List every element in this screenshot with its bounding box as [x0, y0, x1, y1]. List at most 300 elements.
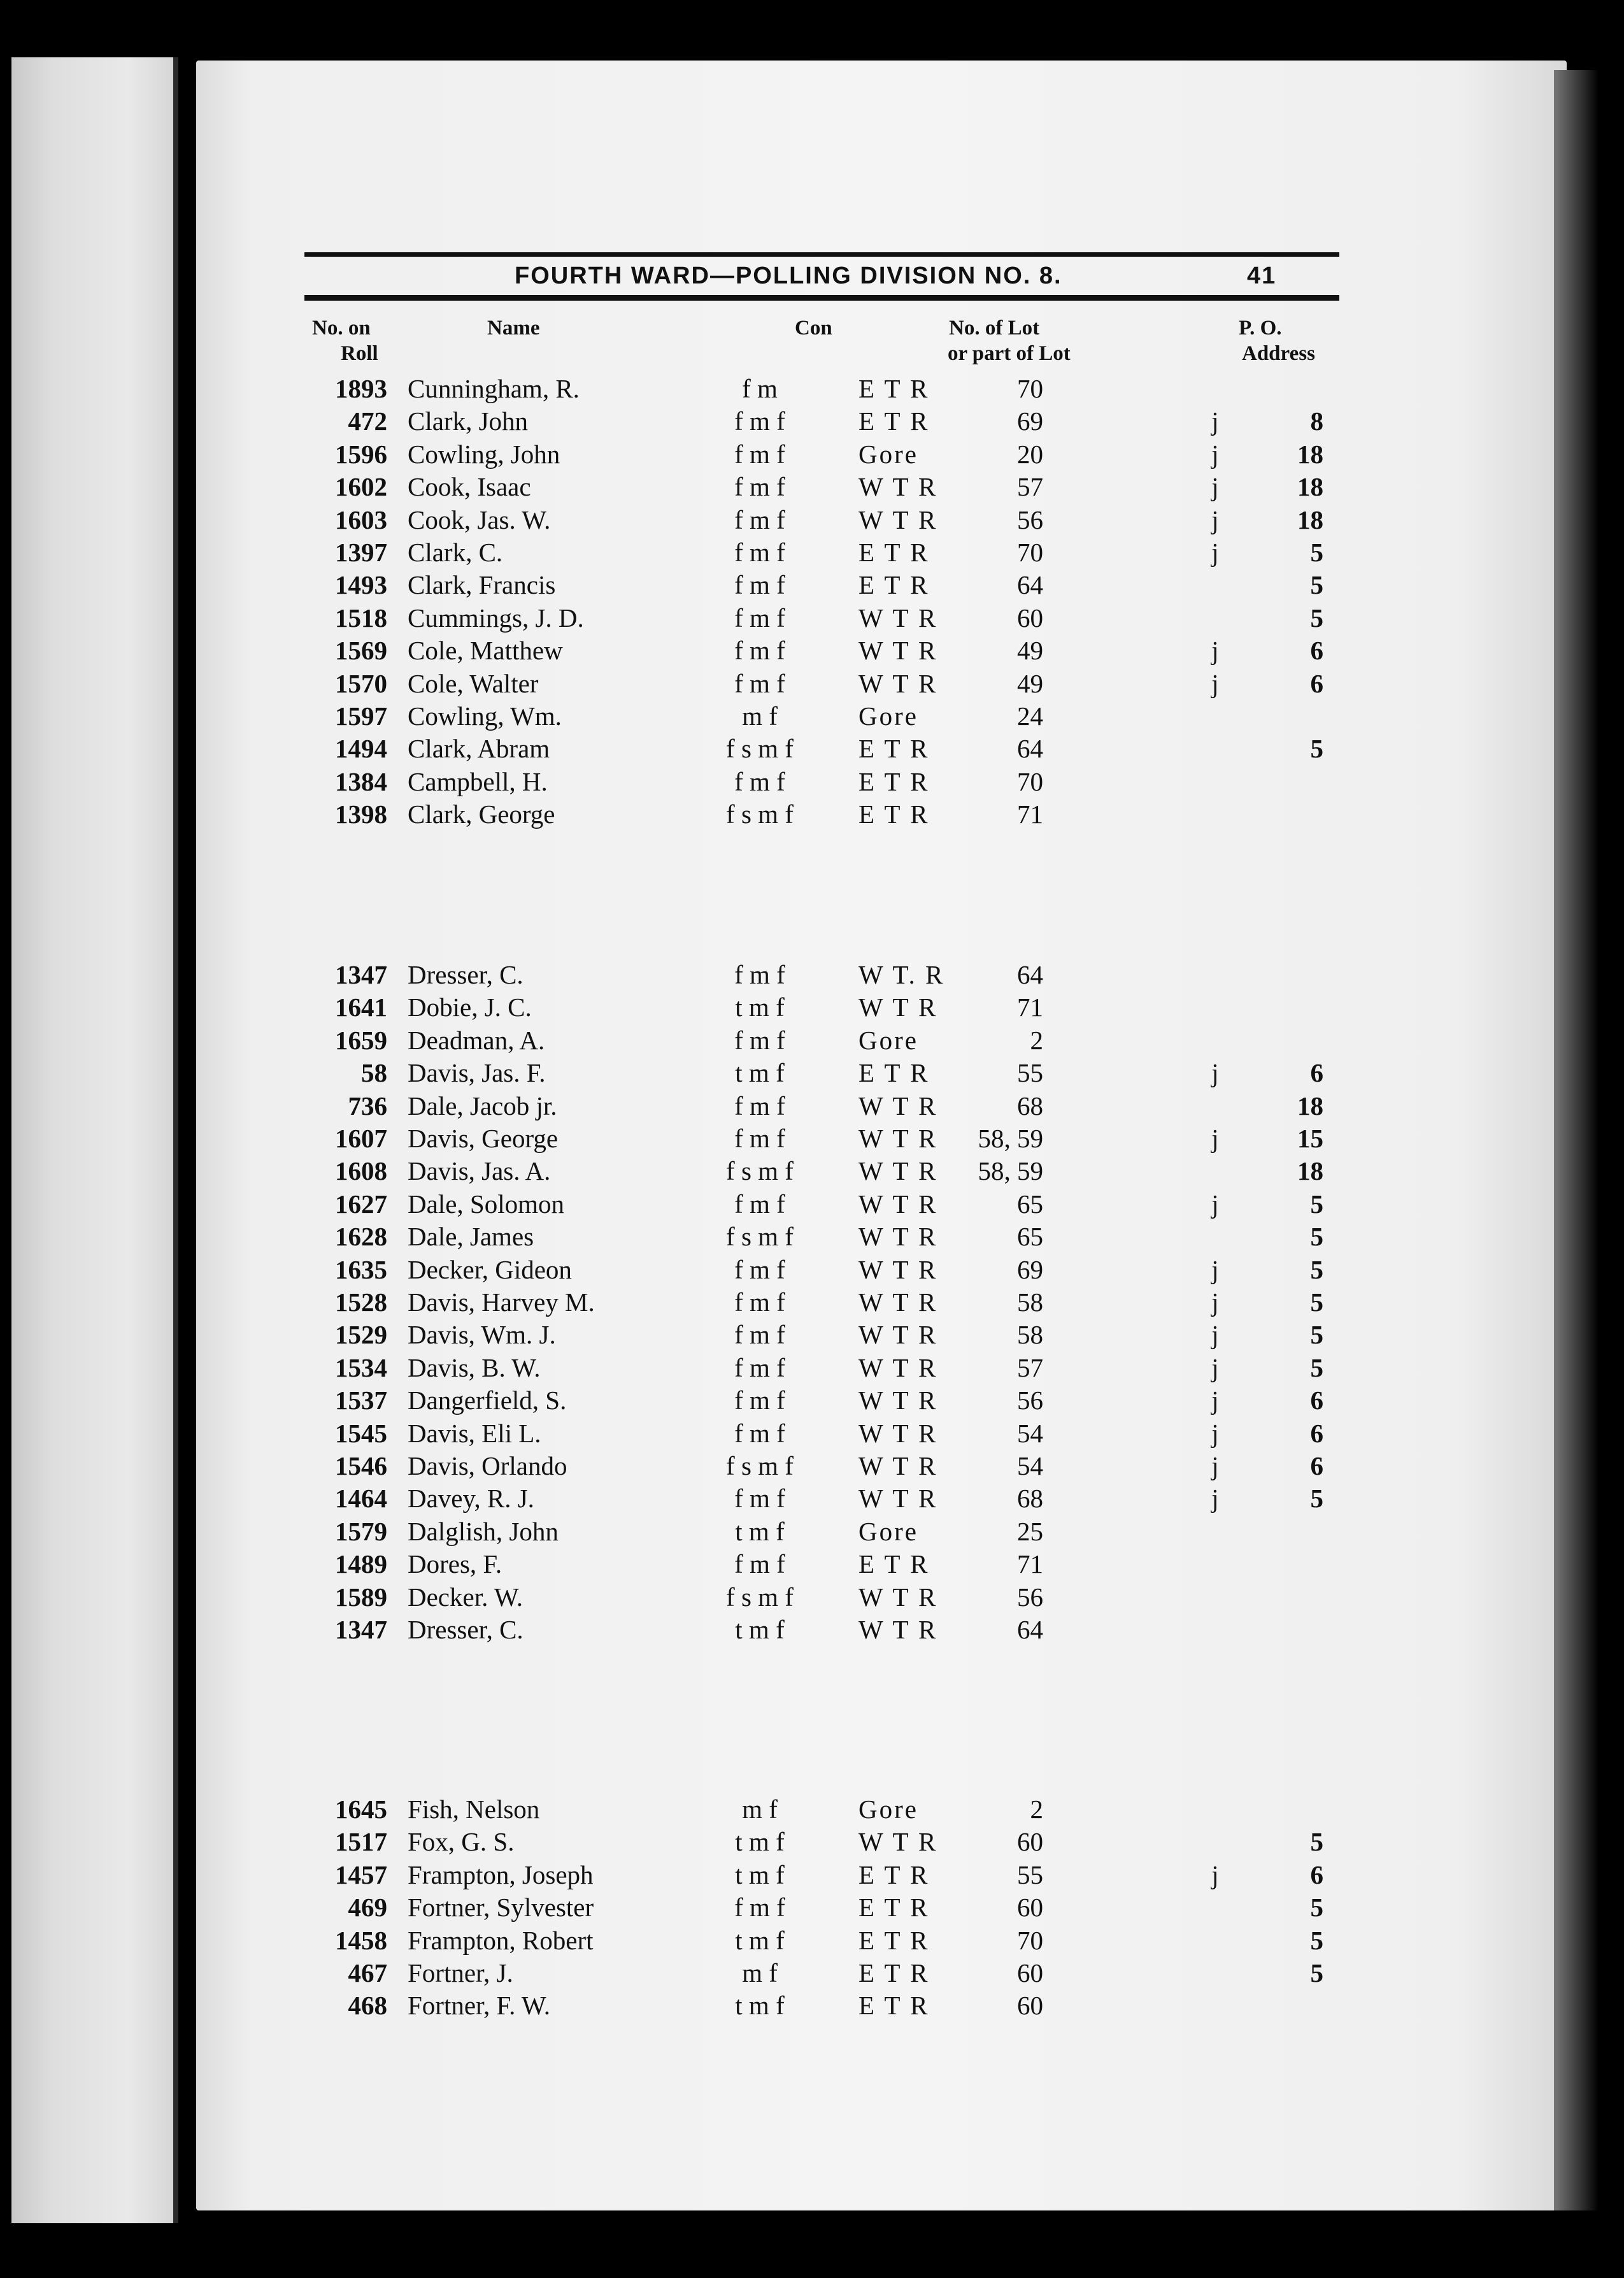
table-row — [304, 438, 1349, 470]
voter-name: Dores, F. — [408, 1549, 502, 1579]
po-address: 6 — [1310, 1451, 1323, 1480]
lot-number: 20 — [1017, 439, 1043, 469]
roll-number: 1596 — [335, 439, 387, 469]
juror-mark: j — [1211, 636, 1219, 666]
roll-number: 1579 — [335, 1516, 387, 1546]
lot-number: 58 — [1017, 1320, 1043, 1350]
qualification: f m — [742, 374, 778, 403]
page-title: FOURTH WARD—POLLING DIVISION NO. 8. — [515, 262, 1062, 289]
table-row — [304, 1254, 1349, 1286]
concession: E T R — [858, 766, 930, 796]
po-address: 6 — [1310, 636, 1323, 666]
table-row — [304, 1221, 1349, 1252]
qualification: t m f — [735, 1991, 785, 2021]
table-row — [304, 1090, 1349, 1122]
concession: E T R — [858, 538, 930, 567]
header-rule-bottom — [304, 295, 1339, 301]
po-address: 5 — [1310, 1958, 1323, 1988]
juror-mark: j — [1211, 1058, 1219, 1088]
po-address: 5 — [1310, 1222, 1323, 1252]
voter-name: Dresser, C. — [408, 1615, 524, 1644]
juror-mark: j — [1211, 1418, 1219, 1448]
concession: E T R — [858, 1859, 930, 1889]
concession: W T R — [858, 1189, 938, 1219]
table-row — [304, 1924, 1349, 1956]
concession: E T R — [858, 1549, 930, 1579]
lot-number: 71 — [1017, 1549, 1043, 1579]
po-address: 5 — [1310, 734, 1323, 764]
roll-number: 58 — [361, 1058, 387, 1088]
table-row — [304, 536, 1349, 568]
juror-mark: j — [1211, 1859, 1219, 1889]
voter-name: Cole, Walter — [408, 668, 539, 698]
juror-mark: j — [1211, 1386, 1219, 1415]
qualification: m f — [742, 1794, 778, 1824]
concession: E T R — [858, 1925, 930, 1955]
adjacent-page-strip — [11, 57, 178, 2223]
lot-number: 64 — [1017, 570, 1043, 600]
voter-name: Deadman, A. — [408, 1025, 545, 1055]
lot-number: 56 — [1017, 1386, 1043, 1415]
po-address: 15 — [1297, 1124, 1323, 1153]
concession: E T R — [858, 734, 930, 764]
roll-number: 1537 — [335, 1386, 387, 1415]
qualification: f m f — [734, 1287, 785, 1317]
lot-number: 71 — [1017, 992, 1043, 1022]
roll-number: 1518 — [335, 603, 387, 633]
qualification: f m f — [734, 766, 785, 796]
voter-name: Cook, Isaac — [408, 472, 531, 502]
qualification: f m f — [734, 668, 785, 698]
lot-number: 25 — [1017, 1516, 1043, 1546]
qualification: f s m f — [726, 1222, 794, 1252]
roll-number: 1398 — [335, 799, 387, 829]
roll-number: 469 — [348, 1893, 387, 1923]
po-address: 6 — [1310, 1058, 1323, 1088]
concession: W T R — [858, 1156, 938, 1186]
juror-mark: j — [1211, 406, 1219, 436]
concession: W T R — [858, 1091, 938, 1121]
table-row — [304, 766, 1349, 798]
qualification: f s m f — [726, 799, 794, 829]
qualification: f m f — [734, 636, 785, 666]
concession: Gore — [858, 439, 918, 469]
lot-number: 65 — [1017, 1222, 1043, 1252]
po-address: 18 — [1297, 505, 1323, 534]
concession: W T R — [858, 1386, 938, 1415]
table-row — [304, 1352, 1349, 1384]
lot-number: 54 — [1017, 1418, 1043, 1448]
voter-name: Clark, Abram — [408, 734, 550, 764]
roll-number: 1347 — [335, 960, 387, 989]
voter-name: Cook, Jas. W. — [408, 505, 551, 534]
table-row — [304, 668, 1349, 699]
qualification: f s m f — [726, 734, 794, 764]
juror-mark: j — [1211, 668, 1219, 698]
roll-number: 1589 — [335, 1582, 387, 1612]
voter-name: Clark, John — [408, 406, 529, 436]
qualification: f m f — [734, 1386, 785, 1415]
qualification: f s m f — [726, 1582, 794, 1612]
juror-mark: j — [1211, 538, 1219, 567]
voter-name: Clark, Francis — [408, 570, 556, 600]
col-name-header: Name — [487, 317, 540, 340]
table-row — [304, 1286, 1349, 1318]
juror-mark: j — [1211, 1189, 1219, 1219]
concession: W T R — [858, 992, 938, 1022]
voter-name: Campbell, H. — [408, 766, 548, 796]
voter-name: Clark, George — [408, 799, 555, 829]
table-row — [304, 634, 1349, 666]
po-address: 5 — [1310, 1827, 1323, 1857]
po-address: 5 — [1310, 1925, 1323, 1955]
table-row — [304, 1122, 1349, 1154]
lot-number: 49 — [1017, 636, 1043, 666]
roll-number: 1645 — [335, 1794, 387, 1824]
lot-number: 60 — [1017, 1827, 1043, 1857]
po-address: 18 — [1297, 1156, 1323, 1186]
po-address: 5 — [1310, 1254, 1323, 1284]
col-roll-header: No. on Roll — [312, 317, 378, 365]
qualification: f m f — [734, 1418, 785, 1448]
concession: E T R — [858, 1991, 930, 2021]
concession: E T R — [858, 799, 930, 829]
qualification: f m f — [734, 505, 785, 534]
qualification: f m f — [734, 1254, 785, 1284]
col-lot-header: No. of Lot or part of Lot — [948, 317, 1071, 365]
concession: E T R — [858, 374, 930, 403]
table-row — [304, 700, 1349, 732]
qualification: f m f — [734, 1025, 785, 1055]
table-row — [304, 569, 1349, 601]
table-row — [304, 1826, 1349, 1858]
page-edge-shadow — [1554, 70, 1599, 2210]
header-rule-top — [304, 252, 1339, 257]
concession: W T R — [858, 1484, 938, 1514]
roll-number: 1493 — [335, 570, 387, 600]
table-row — [304, 1859, 1349, 1891]
voter-name: Decker. W. — [408, 1582, 524, 1612]
table-row — [304, 1989, 1349, 2021]
roll-number: 1458 — [335, 1925, 387, 1955]
roll-number: 1384 — [335, 766, 387, 796]
qualification: f m f — [734, 1189, 785, 1219]
roll-number: 1570 — [335, 668, 387, 698]
table-row — [304, 1024, 1349, 1056]
concession: W T R — [858, 1582, 938, 1612]
lot-number: 58, 59 — [978, 1124, 1043, 1153]
voter-name: Dale, Jacob jr. — [408, 1091, 557, 1121]
lot-number: 68 — [1017, 1484, 1043, 1514]
page-number: 41 — [1247, 262, 1277, 289]
po-address: 5 — [1310, 538, 1323, 567]
table-row — [304, 1384, 1349, 1416]
concession: E T R — [858, 1058, 930, 1088]
po-address: 6 — [1310, 1859, 1323, 1889]
table-row — [304, 1581, 1349, 1613]
table-row — [304, 1417, 1349, 1449]
po-address: 6 — [1310, 1418, 1323, 1448]
po-address: 6 — [1310, 1386, 1323, 1415]
roll-number: 1489 — [335, 1549, 387, 1579]
lot-number: 65 — [1017, 1189, 1043, 1219]
qualification: t m f — [735, 1058, 785, 1088]
roll-number: 1569 — [335, 636, 387, 666]
lot-number: 55 — [1017, 1058, 1043, 1088]
juror-mark: j — [1211, 1320, 1219, 1350]
concession: Gore — [858, 1794, 918, 1824]
voter-name: Clark, C. — [408, 538, 503, 567]
roll-number: 1602 — [335, 472, 387, 502]
juror-mark: j — [1211, 1287, 1219, 1317]
concession: W T. R — [858, 960, 945, 989]
po-address: 18 — [1297, 1091, 1323, 1121]
concession: W T R — [858, 1320, 938, 1350]
lot-number: 56 — [1017, 1582, 1043, 1612]
voter-name: Cowling, Wm. — [408, 701, 562, 731]
concession: Gore — [858, 1516, 918, 1546]
concession: W T R — [858, 636, 938, 666]
qualification: t m f — [735, 1859, 785, 1889]
lot-number: 60 — [1017, 1958, 1043, 1988]
table-row — [304, 798, 1349, 830]
voter-name: Dalglish, John — [408, 1516, 559, 1546]
lot-number: 56 — [1017, 505, 1043, 534]
concession: W T R — [858, 603, 938, 633]
juror-mark: j — [1211, 472, 1219, 502]
po-address: 5 — [1310, 1893, 1323, 1923]
table-row — [304, 959, 1349, 991]
lot-number: 71 — [1017, 799, 1043, 829]
qualification: f m f — [734, 538, 785, 567]
roll-number: 1528 — [335, 1287, 387, 1317]
table-row — [304, 1957, 1349, 1989]
voter-name: Fortner, Sylvester — [408, 1893, 594, 1923]
concession: W T R — [858, 1451, 938, 1480]
qualification: t m f — [735, 992, 785, 1022]
concession: Gore — [858, 1025, 918, 1055]
voter-name: Davis, Harvey M. — [408, 1287, 595, 1317]
table-row — [304, 471, 1349, 503]
qualification: f m f — [734, 1124, 785, 1153]
qualification: f m f — [734, 1484, 785, 1514]
qualification: t m f — [735, 1615, 785, 1644]
col-po-header: P. O. Address — [1239, 317, 1315, 365]
qualification: f m f — [734, 406, 785, 436]
concession: Gore — [858, 701, 918, 731]
qualification: f m f — [734, 570, 785, 600]
voter-name: Dangerfield, S. — [408, 1386, 567, 1415]
juror-mark: j — [1211, 1451, 1219, 1480]
roll-number: 1529 — [335, 1320, 387, 1350]
voter-name: Davis, Jas. F. — [408, 1058, 546, 1088]
roll-number: 1546 — [335, 1451, 387, 1480]
voter-name: Davis, Orlando — [408, 1451, 567, 1480]
concession: W T R — [858, 505, 938, 534]
voter-name: Fox, G. S. — [408, 1827, 515, 1857]
lot-number: 70 — [1017, 538, 1043, 567]
roll-number: 1635 — [335, 1254, 387, 1284]
voter-name: Fortner, J. — [408, 1958, 513, 1988]
po-address: 5 — [1310, 1484, 1323, 1514]
roll-number: 1627 — [335, 1189, 387, 1219]
juror-mark: j — [1211, 505, 1219, 534]
lot-number: 70 — [1017, 374, 1043, 403]
voter-name: Dobie, J. C. — [408, 992, 532, 1022]
voter-name: Dresser, C. — [408, 960, 524, 989]
voter-name: Dale, James — [408, 1222, 534, 1252]
lot-number: 68 — [1017, 1091, 1043, 1121]
voter-name: Davis, B. W. — [408, 1352, 541, 1382]
roll-number: 1641 — [335, 992, 387, 1022]
table-row — [304, 1155, 1349, 1187]
lot-number: 57 — [1017, 1352, 1043, 1382]
table-row — [304, 1891, 1349, 1923]
po-address: 5 — [1310, 570, 1323, 600]
qualification: f m f — [734, 472, 785, 502]
voter-name: Fish, Nelson — [408, 1794, 540, 1824]
juror-mark: j — [1211, 1352, 1219, 1382]
voter-name: Cowling, John — [408, 439, 560, 469]
concession: W T R — [858, 1222, 938, 1252]
voter-name: Davis, Wm. J. — [408, 1320, 556, 1350]
voter-name: Cummings, J. D. — [408, 603, 584, 633]
lot-number: 60 — [1017, 1991, 1043, 2021]
roll-number: 472 — [348, 406, 387, 436]
table-row — [304, 1319, 1349, 1350]
lot-number: 2 — [1030, 1025, 1043, 1055]
qualification: m f — [742, 1958, 778, 1988]
lot-number: 58, 59 — [978, 1156, 1043, 1186]
roll-number: 1608 — [335, 1156, 387, 1186]
qualification: t m f — [735, 1516, 785, 1546]
po-address: 5 — [1310, 1189, 1323, 1219]
concession: W T R — [858, 1287, 938, 1317]
lot-number: 70 — [1017, 766, 1043, 796]
qualification: f m f — [734, 1320, 785, 1350]
roll-number: 1347 — [335, 1615, 387, 1644]
qualification: f m f — [734, 960, 785, 989]
concession: W T R — [858, 472, 938, 502]
lot-number: 70 — [1017, 1925, 1043, 1955]
qualification: f s m f — [726, 1156, 794, 1186]
po-address: 5 — [1310, 603, 1323, 633]
voter-name: Frampton, Joseph — [408, 1859, 594, 1889]
table-row — [304, 504, 1349, 536]
juror-mark: j — [1211, 1484, 1219, 1514]
roll-number: 1464 — [335, 1484, 387, 1514]
juror-mark: j — [1211, 1124, 1219, 1153]
po-address: 8 — [1310, 406, 1323, 436]
roll-number: 468 — [348, 1991, 387, 2021]
lot-number: 69 — [1017, 1254, 1043, 1284]
po-address: 5 — [1310, 1352, 1323, 1382]
roll-number: 1893 — [335, 374, 387, 403]
lot-number: 64 — [1017, 734, 1043, 764]
concession: E T R — [858, 1893, 930, 1923]
concession: E T R — [858, 570, 930, 600]
roll-number: 1597 — [335, 701, 387, 731]
lot-number: 49 — [1017, 668, 1043, 698]
roll-number: 1607 — [335, 1124, 387, 1153]
concession: E T R — [858, 406, 930, 436]
po-address: 18 — [1297, 439, 1323, 469]
concession: W T R — [858, 1352, 938, 1382]
roll-number: 1534 — [335, 1352, 387, 1382]
roll-number: 1517 — [335, 1827, 387, 1857]
qualification: f m f — [734, 439, 785, 469]
po-address: 5 — [1310, 1287, 1323, 1317]
qualification: t m f — [735, 1827, 785, 1857]
table-row — [304, 602, 1349, 634]
roll-number: 736 — [348, 1091, 387, 1121]
lot-number: 2 — [1030, 1794, 1043, 1824]
concession: W T R — [858, 1827, 938, 1857]
qualification: f m f — [734, 1352, 785, 1382]
roll-number: 1397 — [335, 538, 387, 567]
qualification: f s m f — [726, 1451, 794, 1480]
lot-number: 64 — [1017, 960, 1043, 989]
table-row — [304, 1450, 1349, 1482]
juror-mark: j — [1211, 439, 1219, 469]
voter-name: Fortner, F. W. — [408, 1991, 551, 2021]
voter-name: Cole, Matthew — [408, 636, 563, 666]
concession: W T R — [858, 1418, 938, 1448]
voter-name: Davis, Jas. A. — [408, 1156, 551, 1186]
voter-name: Davis, George — [408, 1124, 559, 1153]
voter-name: Cunningham, R. — [408, 374, 580, 403]
voter-name: Decker, Gideon — [408, 1254, 572, 1284]
running-head — [304, 262, 1339, 292]
table-row — [304, 1793, 1349, 1825]
qualification: f m f — [734, 603, 785, 633]
juror-mark: j — [1211, 1254, 1219, 1284]
lot-number: 55 — [1017, 1859, 1043, 1889]
concession: E T R — [858, 1958, 930, 1988]
table-row — [304, 1482, 1349, 1514]
lot-number: 60 — [1017, 1893, 1043, 1923]
col-con-header: Con — [795, 317, 832, 340]
table-row — [304, 1515, 1349, 1547]
roll-number: 1457 — [335, 1859, 387, 1889]
lot-number: 58 — [1017, 1287, 1043, 1317]
roll-number: 467 — [348, 1958, 387, 1988]
table-row — [304, 405, 1349, 437]
qualification: t m f — [735, 1925, 785, 1955]
qualification: f m f — [734, 1549, 785, 1579]
table-row — [304, 373, 1349, 405]
lot-number: 54 — [1017, 1451, 1043, 1480]
roll-number: 1603 — [335, 505, 387, 534]
roll-number: 1659 — [335, 1025, 387, 1055]
voter-name: Frampton, Robert — [408, 1925, 594, 1955]
concession: W T R — [858, 1124, 938, 1153]
lot-number: 57 — [1017, 472, 1043, 502]
table-row — [304, 1188, 1349, 1220]
po-address: 5 — [1310, 1320, 1323, 1350]
po-address: 6 — [1310, 668, 1323, 698]
roll-number: 1494 — [335, 734, 387, 764]
roll-number: 1628 — [335, 1222, 387, 1252]
lot-number: 64 — [1017, 1615, 1043, 1644]
concession: W T R — [858, 1254, 938, 1284]
lot-number: 69 — [1017, 406, 1043, 436]
concession: W T R — [858, 1615, 938, 1644]
table-row — [304, 733, 1349, 764]
concession: W T R — [858, 668, 938, 698]
table-row — [304, 1548, 1349, 1580]
qualification: f m f — [734, 1091, 785, 1121]
